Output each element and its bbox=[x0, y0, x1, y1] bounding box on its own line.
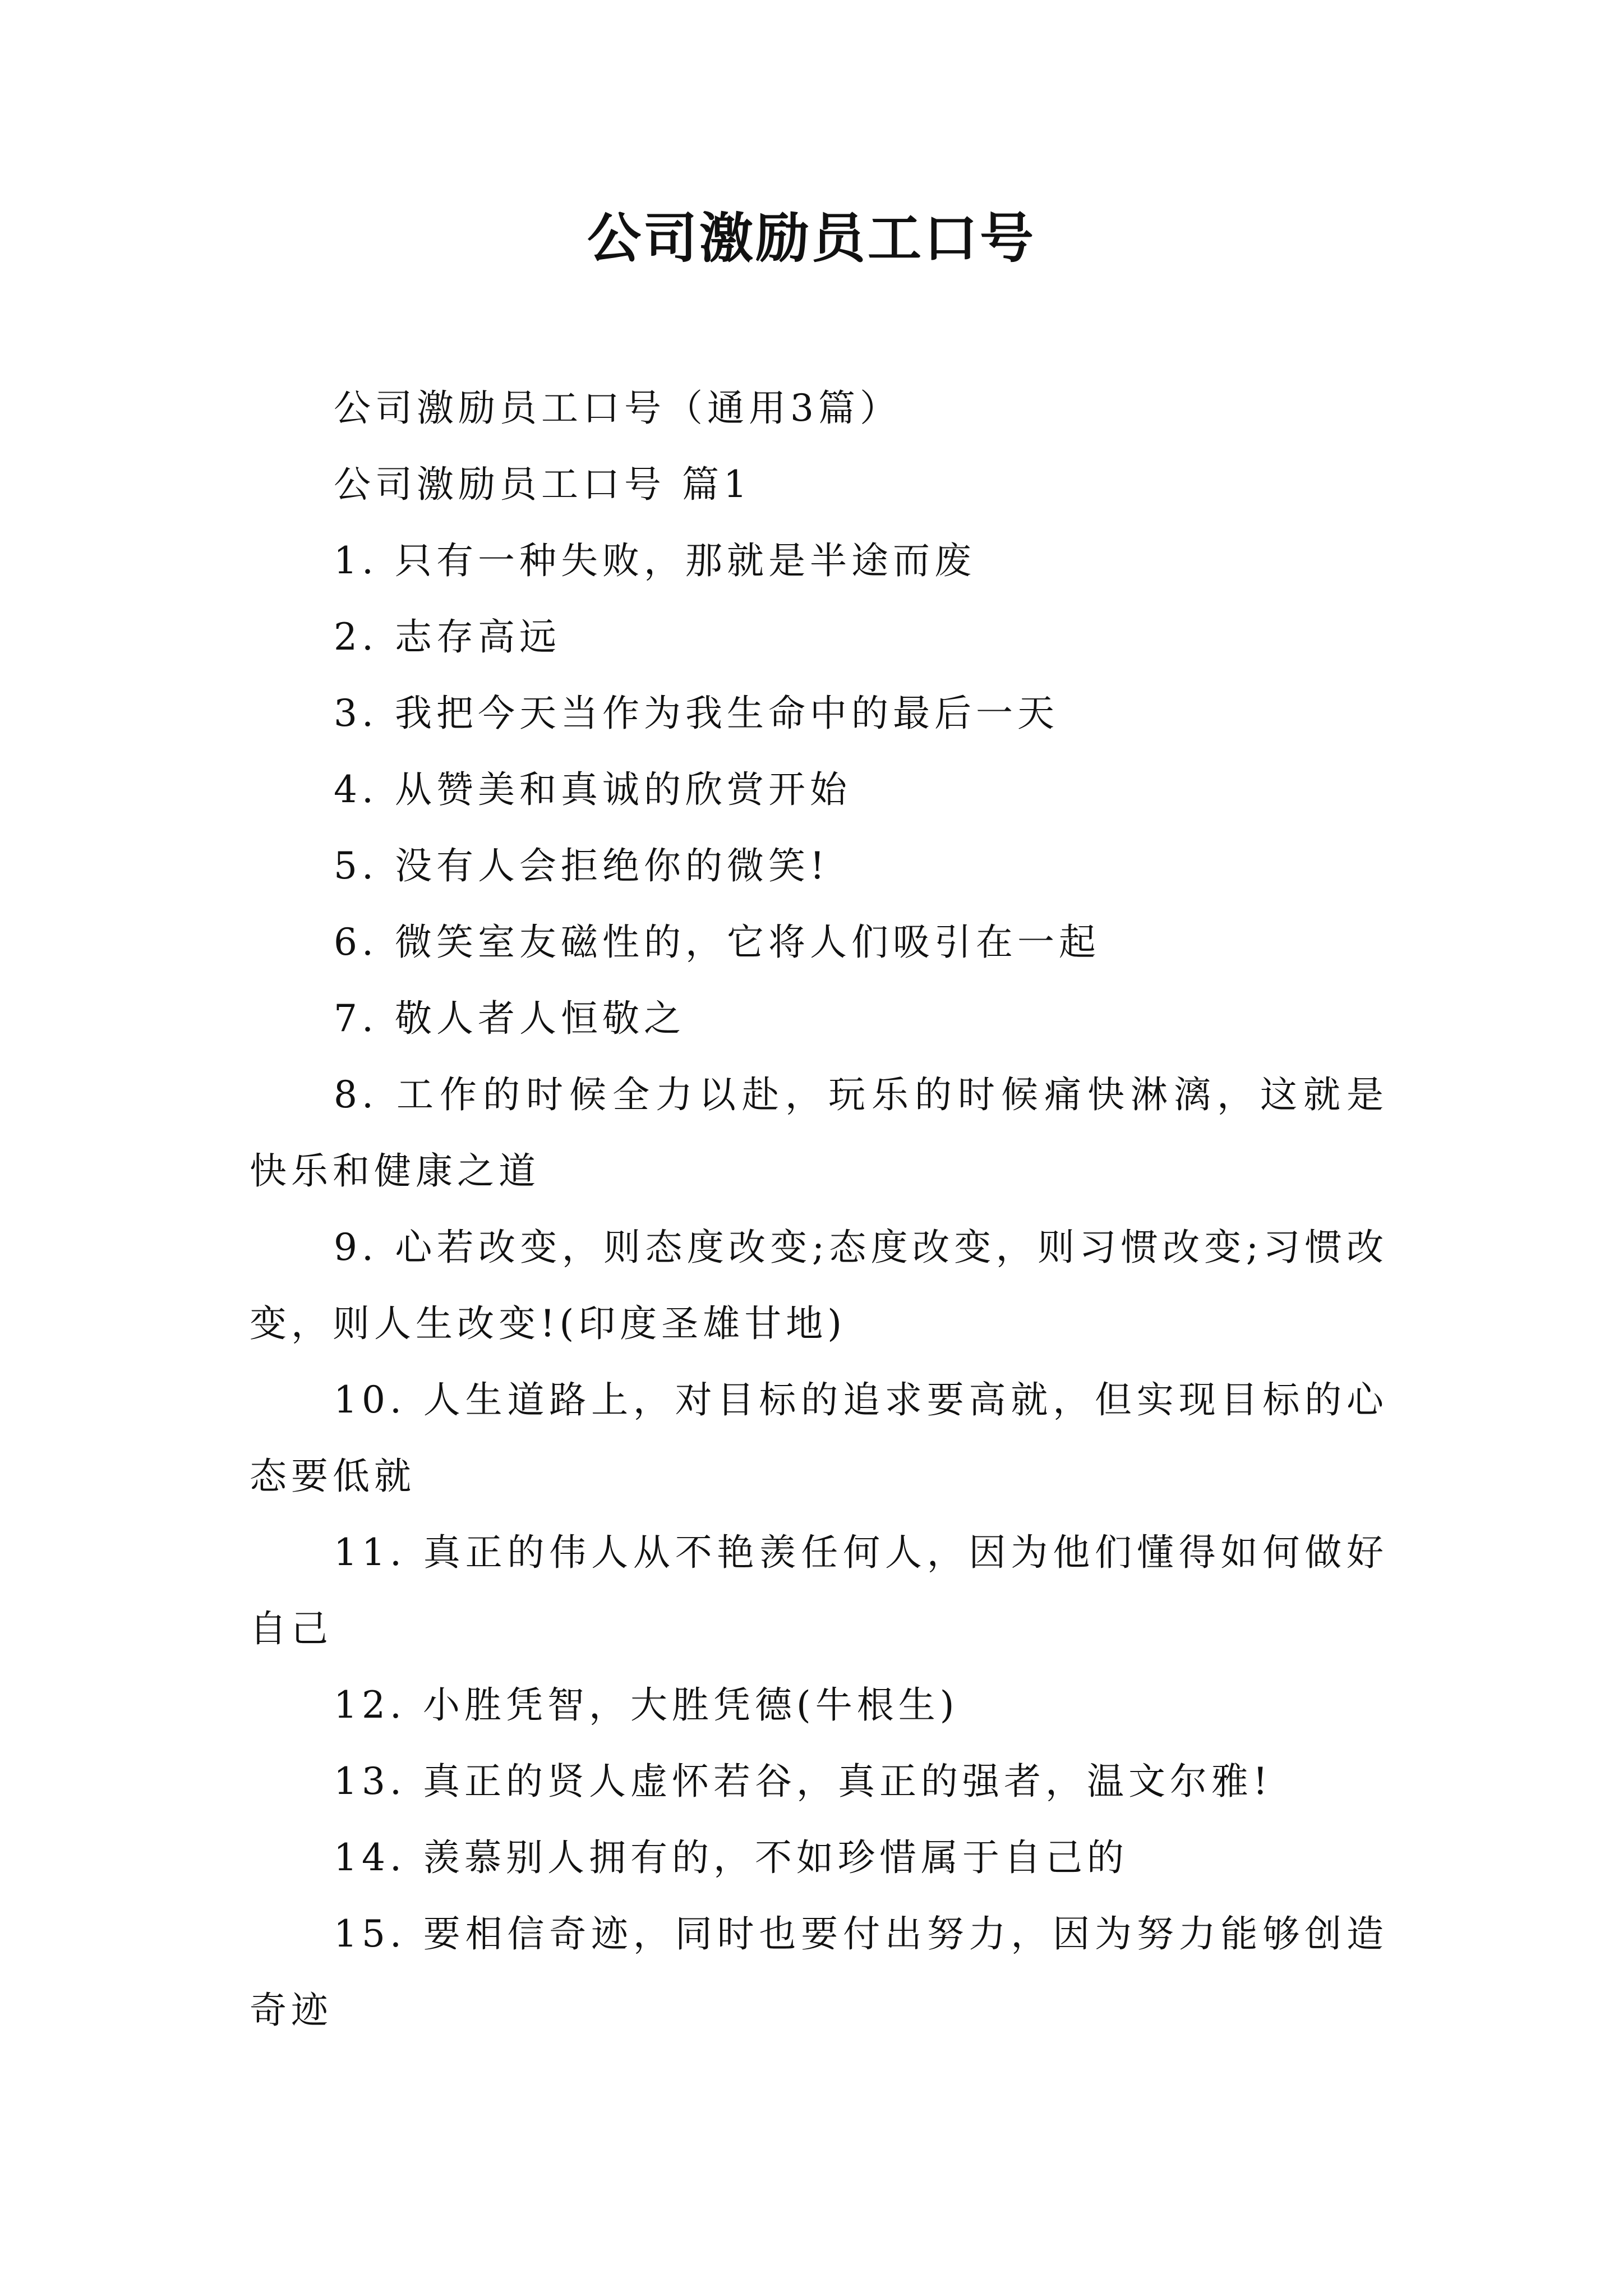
slogan-number: 4. bbox=[334, 768, 378, 811]
slogan-text: 志存高远 bbox=[394, 615, 561, 659]
slogan-item bbox=[250, 828, 1388, 904]
slogan-text: 心若改变，则态度改变;态度改变，则习惯改变;习惯改变，则人生改变!(印度圣雄甘地) bbox=[250, 1226, 1388, 1345]
slogan-text: 只有一种失败，那就是半途而废 bbox=[394, 539, 976, 582]
slogan-item bbox=[250, 1820, 1388, 1896]
document-body bbox=[250, 370, 1388, 2049]
slogan-text: 人生道路上，对目标的追求要高就，但实现目标的心态要低就 bbox=[250, 1378, 1388, 1498]
slogan-number: 12. bbox=[334, 1683, 406, 1727]
slogan-item bbox=[250, 1209, 1388, 1362]
slogan-number: 1. bbox=[334, 539, 378, 582]
slogan-number: 11. bbox=[334, 1531, 406, 1574]
slogan-item bbox=[250, 904, 1388, 981]
slogan-item bbox=[250, 1057, 1388, 1209]
slogan-text: 我把今天当作为我生命中的最后一天 bbox=[394, 692, 1059, 735]
slogan-number: 15. bbox=[334, 1912, 406, 1955]
section-heading bbox=[250, 447, 1388, 523]
paragraph-text: 公司激励员工口号（通用3篇） bbox=[334, 386, 901, 430]
slogan-text: 真正的贤人虚怀若谷，真正的强者，温文尔雅! bbox=[422, 1760, 1272, 1803]
slogan-number: 10. bbox=[334, 1378, 406, 1421]
slogan-item bbox=[250, 1362, 1388, 1515]
subtitle-paragraph bbox=[250, 370, 1388, 447]
slogan-item bbox=[250, 523, 1388, 599]
slogan-text: 真正的伟人从不艳羡任何人，因为他们懂得如何做好自己 bbox=[250, 1531, 1388, 1650]
slogan-number: 7. bbox=[334, 997, 378, 1040]
slogan-text: 小胜凭智，大胜凭德(牛根生) bbox=[422, 1683, 959, 1727]
slogan-text: 工作的时候全力以赴，玩乐的时候痛快淋漓，这就是快乐和健康之道 bbox=[250, 1073, 1388, 1193]
slogan-text: 微笑室友磁性的，它将人们吸引在一起 bbox=[394, 921, 1100, 964]
slogan-text: 要相信奇迹，同时也要付出努力，因为努力能够创造奇迹 bbox=[250, 1912, 1388, 2032]
slogan-text: 没有人会拒绝你的微笑! bbox=[394, 844, 829, 887]
document-title: 公司激励员工口号 bbox=[587, 206, 1036, 270]
slogan-item bbox=[250, 599, 1388, 675]
slogan-number: 5. bbox=[334, 844, 378, 887]
slogan-text: 羡慕别人拥有的，不如珍惜属于自己的 bbox=[422, 1836, 1128, 1879]
slogan-item bbox=[250, 1896, 1388, 2049]
slogan-text: 敬人者人恒敬之 bbox=[394, 997, 685, 1040]
slogan-number: 13. bbox=[334, 1760, 406, 1803]
slogan-item bbox=[250, 1667, 1388, 1743]
slogan-number: 14. bbox=[334, 1836, 406, 1879]
slogan-item bbox=[250, 752, 1388, 828]
slogan-number: 9. bbox=[334, 1226, 378, 1269]
paragraph-text: 公司激励员工口号 篇1 bbox=[334, 463, 751, 506]
slogan-text: 从赞美和真诚的欣赏开始 bbox=[394, 768, 851, 811]
slogan-number: 3. bbox=[334, 692, 378, 735]
slogan-item bbox=[250, 1743, 1388, 1820]
slogan-number: 6. bbox=[334, 921, 378, 964]
slogan-number: 8. bbox=[334, 1073, 378, 1116]
slogan-number: 2. bbox=[334, 615, 378, 659]
slogan-item bbox=[250, 675, 1388, 752]
slogan-item bbox=[250, 981, 1388, 1057]
slogan-item bbox=[250, 1515, 1388, 1667]
